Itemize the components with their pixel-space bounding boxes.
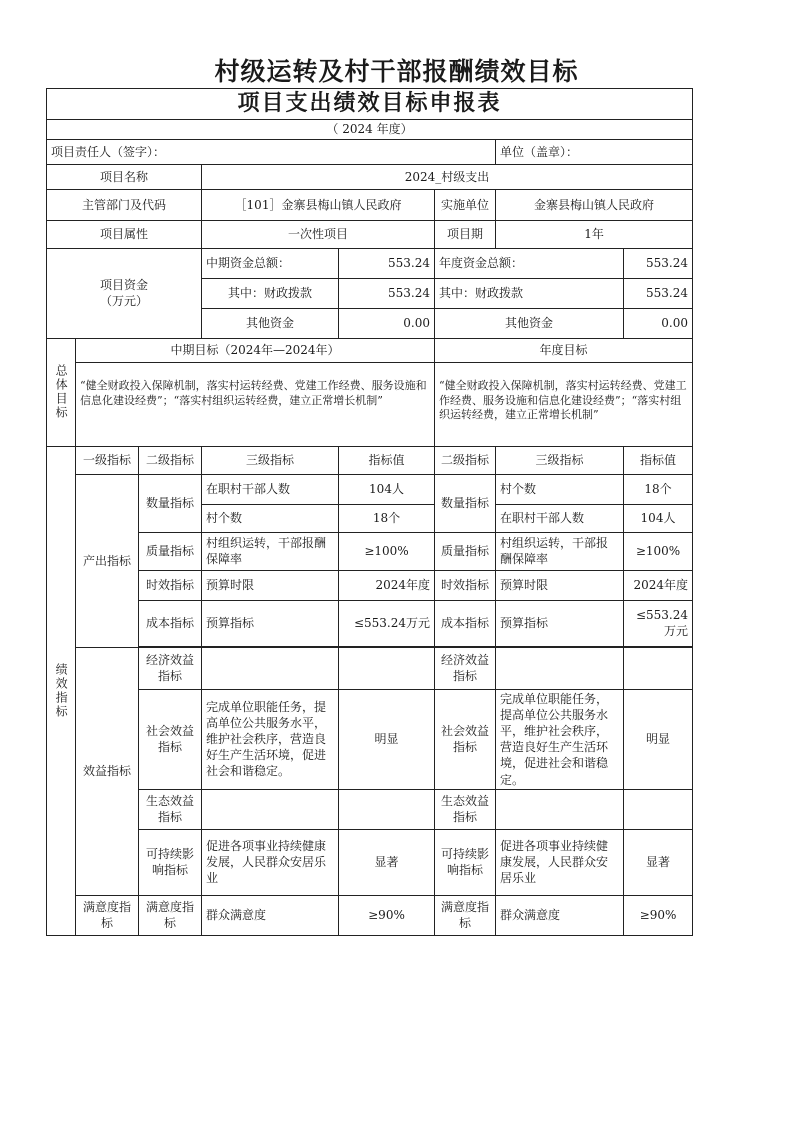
yr-satis: 群众满意度 (496, 895, 624, 935)
yr-satis-value: ≥90% (624, 895, 693, 935)
year-other-value: 0.00 (624, 308, 693, 338)
yr-cost-label: 成本指标 (435, 600, 496, 646)
yr-quality: 村组织运转，干部报酬保障率 (496, 532, 624, 570)
mid-eco-text (202, 789, 339, 829)
mid-social-label: 社会效益指标 (139, 689, 202, 789)
mid-other-label: 其他资金 (202, 308, 339, 338)
yr-time-label: 时效指标 (435, 570, 496, 600)
unit-seal: 单位（盖章）： (496, 139, 693, 164)
mid-fiscal-value: 553.24 (339, 278, 435, 308)
mid-goal-text: “健全财政投入保障机制，落实村运转经费、党建工作经费、服务设施和信息化建设经费”；“落实村组织运转经费，建立正常增长机制” (76, 362, 435, 446)
yr-sustain-value: 显著 (624, 829, 693, 895)
year-goal-label: 年度目标 (435, 338, 693, 362)
yr-qty2-value: 104人 (624, 504, 693, 532)
mid-social-text: 完成单位职能任务，提高单位公共服务水平，维护社会秩序，营造良好生产生活环境，促进社会和谐稳定。 (202, 689, 339, 789)
yr-cost: 预算指标 (496, 600, 624, 646)
mid-goal-label: 中期目标（2024年—2024年） (76, 338, 435, 362)
yr-cost-value: ≤553.24万元 (624, 600, 693, 646)
yr-econ-label: 经济效益指标 (435, 647, 496, 689)
mid-time: 预算时限 (202, 570, 339, 600)
responsible-signature: 项目责任人（签字）： (47, 139, 496, 164)
project-name-label: 项目名称 (47, 164, 202, 189)
year-fiscal-label: 其中：财政拨款 (435, 278, 624, 308)
yr-qty1: 村个数 (496, 474, 624, 504)
project-name: 2024_村级支出 (202, 164, 693, 189)
yr-eco-text (496, 789, 624, 829)
mid-eco-label: 生态效益指标 (139, 789, 202, 829)
mid-satis-value: ≥90% (339, 895, 435, 935)
mid-quality: 村组织运转，干部报酬保障率 (202, 532, 339, 570)
mid-qty2: 村个数 (202, 504, 339, 532)
header-value-year: 指标值 (624, 446, 693, 474)
yr-qty-label: 数量指标 (435, 474, 496, 532)
mid-total-label: 中期资金总额： (202, 248, 339, 278)
header-level2-year: 二级指标 (435, 446, 496, 474)
satisfaction-indicator-label: 满意度指标 (76, 895, 139, 935)
performance-target-table (46, 88, 693, 936)
mid-qty1: 在职村干部人数 (202, 474, 339, 504)
mid-satis: 群众满意度 (202, 895, 339, 935)
mid-social-value: 明显 (339, 689, 435, 789)
yr-qty2: 在职村干部人数 (496, 504, 624, 532)
year-total-value: 553.24 (624, 248, 693, 278)
benefit-indicator-label: 效益指标 (76, 647, 139, 895)
dept-value: ［101］金寨县梅山镇人民政府 (202, 189, 435, 220)
mid-satis-label: 满意度指标 (139, 895, 202, 935)
impl-value: 金寨县梅山镇人民政府 (496, 189, 693, 220)
mid-qty-label: 数量指标 (139, 474, 202, 532)
impl-label: 实施单位 (435, 189, 496, 220)
header-level2: 二级指标 (139, 446, 202, 474)
table-title: 项目支出绩效目标申报表 (47, 89, 693, 120)
mid-econ-value (339, 647, 435, 689)
mid-qty2-value: 18个 (339, 504, 435, 532)
yr-time: 预算时限 (496, 570, 624, 600)
yr-sustain-text: 促进各项事业持续健康发展，人民群众安居乐业 (496, 829, 624, 895)
attr-value: 一次性项目 (202, 220, 435, 248)
yr-quality-value: ≥100% (624, 532, 693, 570)
year-other-label: 其他资金 (435, 308, 624, 338)
yr-social-text: 完成单位职能任务，提高单位公共服务水平，维护社会秩序，营造良好生产生活环境，促进社会和谐稳定。 (496, 689, 624, 789)
yr-social-label: 社会效益指标 (435, 689, 496, 789)
yr-social-value: 明显 (624, 689, 693, 789)
output-indicator-label: 产出指标 (76, 474, 139, 647)
yr-econ-text (496, 647, 624, 689)
yr-quality-label: 质量指标 (435, 532, 496, 570)
year-line: （ 2024 年度） (47, 119, 693, 139)
funds-label: 项目资金 （万元） (47, 248, 202, 338)
mid-eco-value (339, 789, 435, 829)
mid-sustain-value: 显著 (339, 829, 435, 895)
period-label: 项目期 (435, 220, 496, 248)
header-level3: 三级指标 (202, 446, 339, 474)
year-goal-text: “健全财政投入保障机制，落实村运转经费、党建工作经费、服务设施和信息化建设经费”；“落实村组织运转经费，建立正常增长机制” (435, 362, 693, 446)
mid-cost-value: ≤553.24万元 (339, 600, 435, 646)
header-level1: 一级指标 (76, 446, 139, 474)
year-total-label: 年度资金总额： (435, 248, 624, 278)
mid-time-value: 2024年度 (339, 570, 435, 600)
mid-econ-text (202, 647, 339, 689)
attr-label: 项目属性 (47, 220, 202, 248)
perf-indicator-label: 绩效指标 (47, 446, 76, 935)
mid-total-value: 553.24 (339, 248, 435, 278)
yr-time-value: 2024年度 (624, 570, 693, 600)
mid-quality-value: ≥100% (339, 532, 435, 570)
yr-qty1-value: 18个 (624, 474, 693, 504)
period-value: 1年 (496, 220, 693, 248)
mid-sustain-label: 可持续影响指标 (139, 829, 202, 895)
header-level3-year: 三级指标 (496, 446, 624, 474)
mid-time-label: 时效指标 (139, 570, 202, 600)
yr-econ-value (624, 647, 693, 689)
yr-eco-label: 生态效益指标 (435, 789, 496, 829)
dept-label: 主管部门及代码 (47, 189, 202, 220)
mid-sustain-text: 促进各项事业持续健康发展，人民群众安居乐业 (202, 829, 339, 895)
mid-fiscal-label: 其中：财政拨款 (202, 278, 339, 308)
overall-goal-label: 总体目标 (47, 338, 76, 446)
document-title: 村级运转及村干部报酬绩效目标 (214, 57, 579, 86)
mid-quality-label: 质量指标 (139, 532, 202, 570)
yr-sustain-label: 可持续影响指标 (435, 829, 496, 895)
yr-satis-label: 满意度指标 (435, 895, 496, 935)
yr-eco-value (624, 789, 693, 829)
year-fiscal-value: 553.24 (624, 278, 693, 308)
mid-econ-label: 经济效益指标 (139, 647, 202, 689)
mid-cost: 预算指标 (202, 600, 339, 646)
mid-cost-label: 成本指标 (139, 600, 202, 646)
mid-other-value: 0.00 (339, 308, 435, 338)
header-value: 指标值 (339, 446, 435, 474)
mid-qty1-value: 104人 (339, 474, 435, 504)
